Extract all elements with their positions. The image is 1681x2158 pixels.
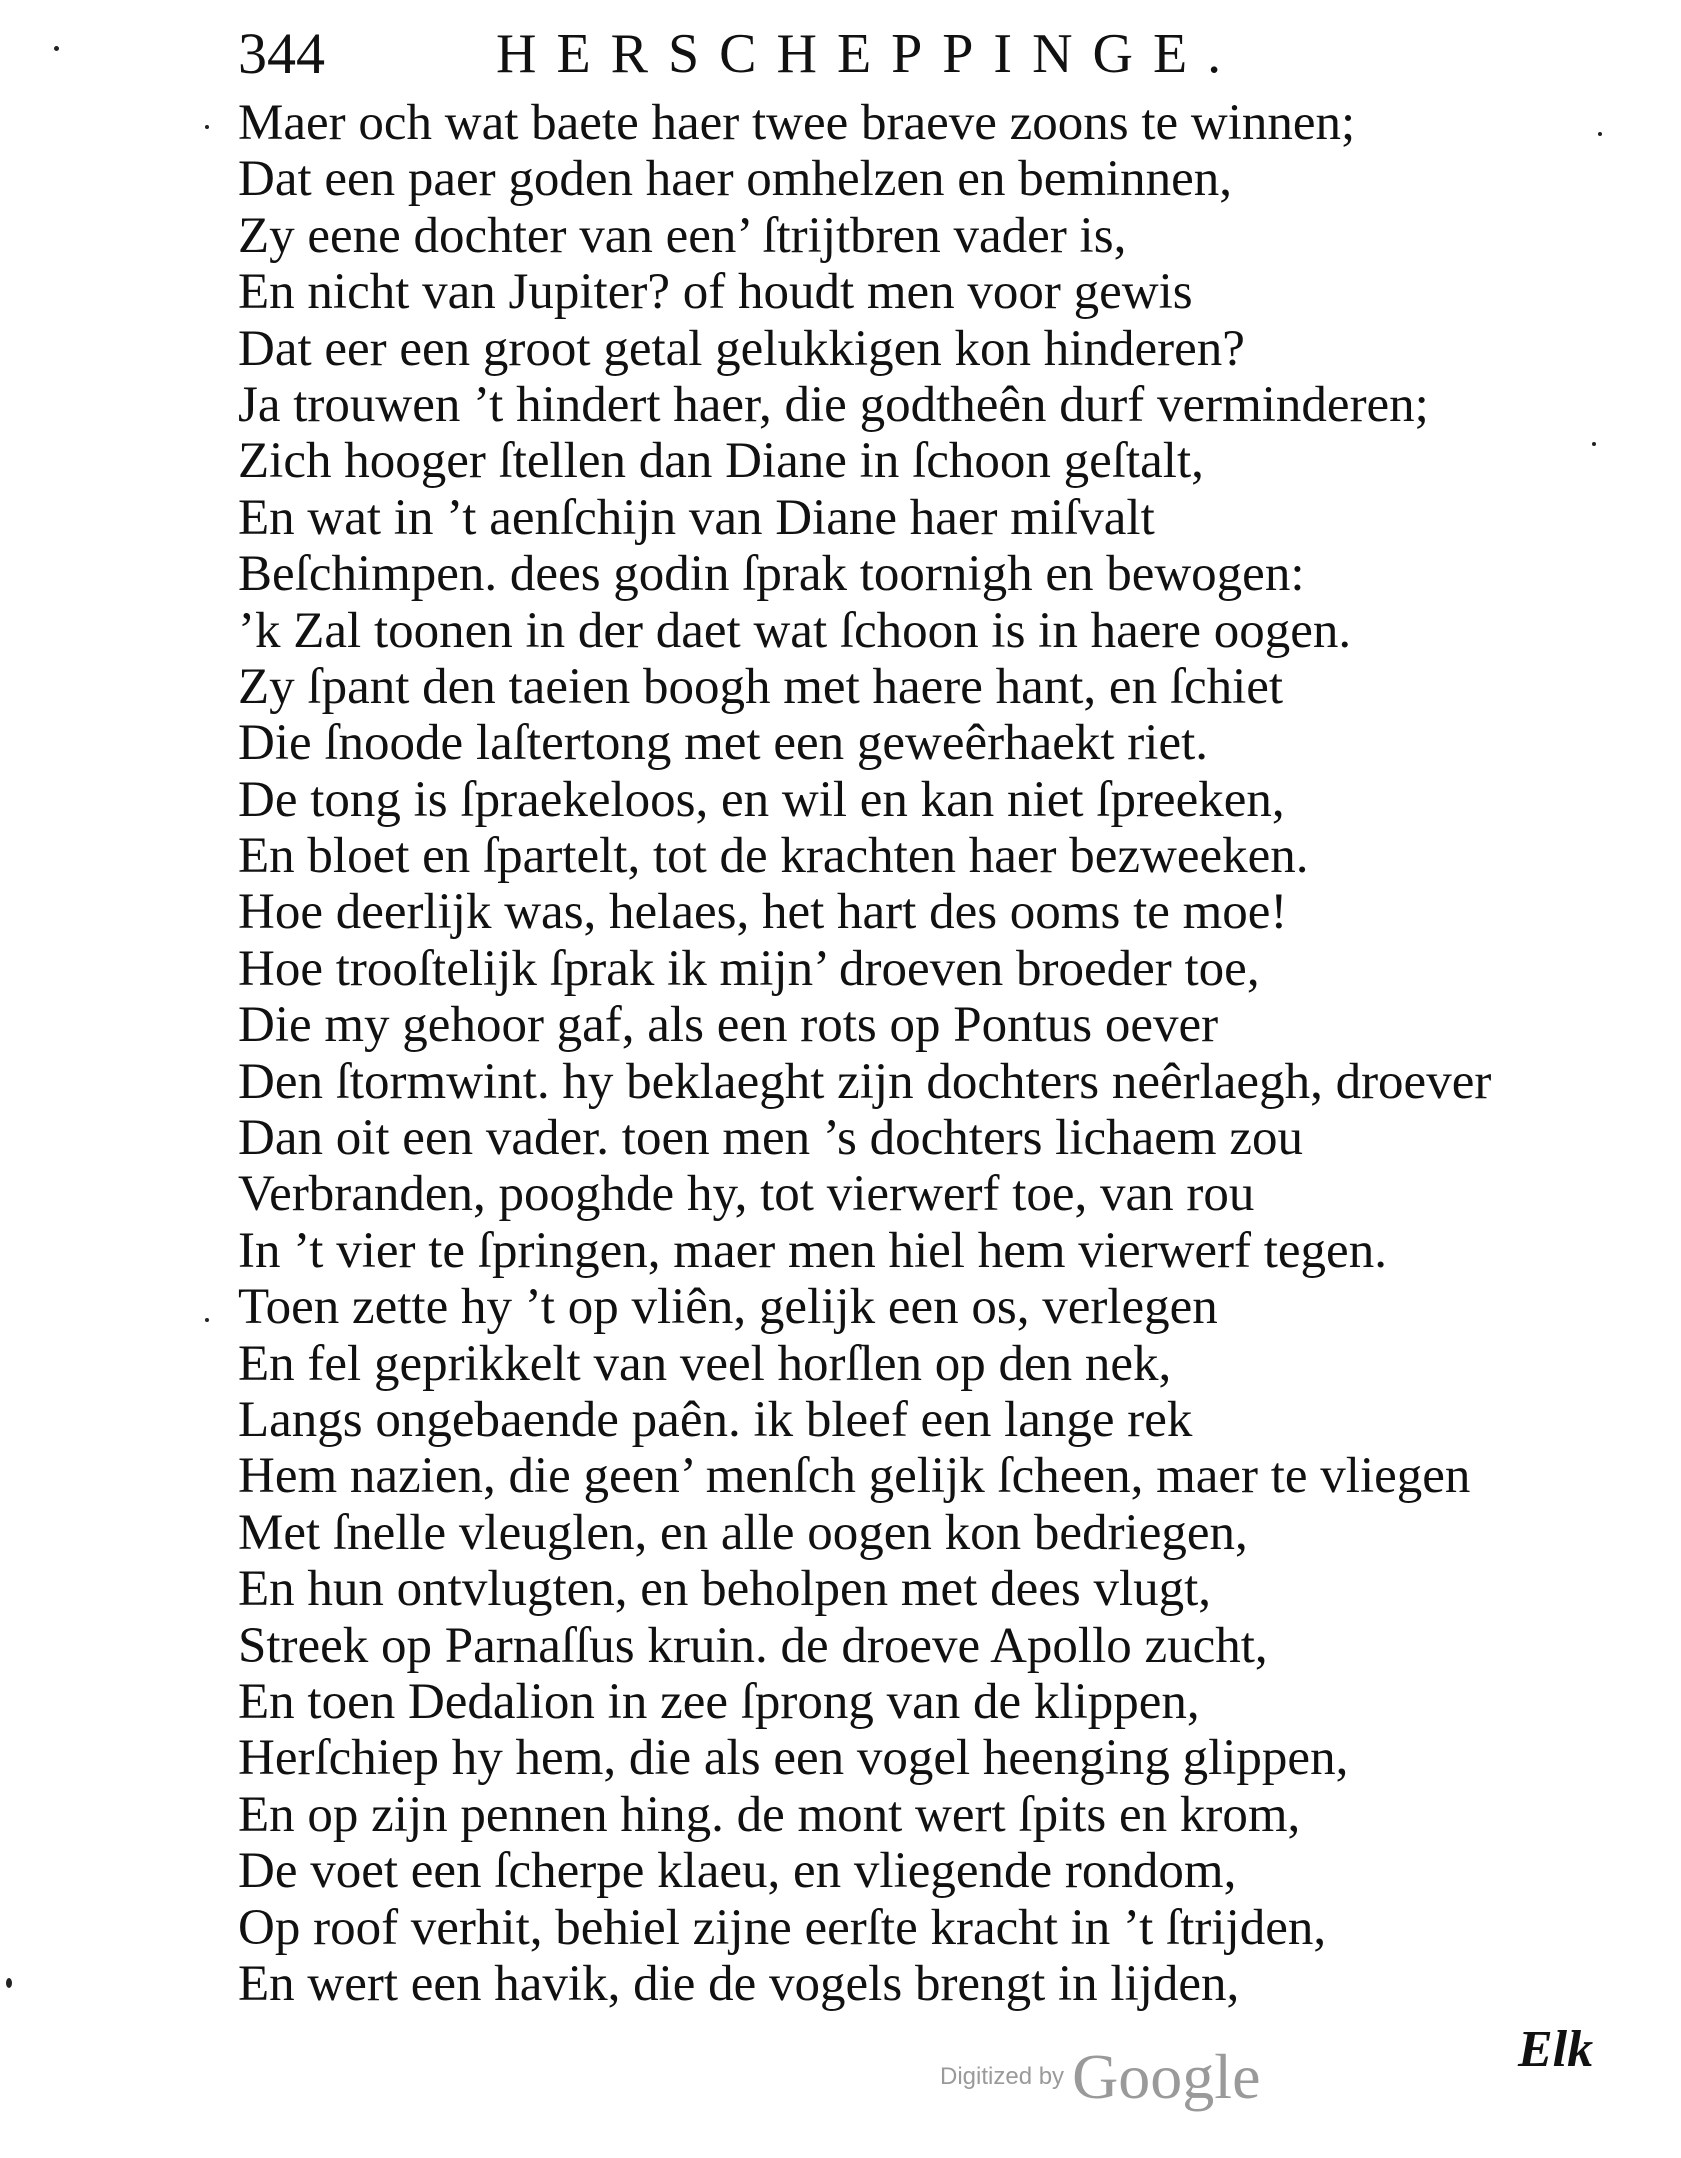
verse-line: Ja trouwen ’t hindert haer, die godtheên durf verminderen;	[238, 376, 1429, 433]
verse-line: Hoe deerlijk was, helaes, het hart des ooms te moe!	[238, 884, 1288, 941]
verse-line: Dat eer een groot getal gelukkigen kon hinderen?	[238, 320, 1245, 377]
verse-line: Langs ongebaende paên. ik bleef een lange rek	[238, 1391, 1193, 1448]
verse-line: Verbranden, pooghde hy, tot vierwerf toe, van rou	[238, 1166, 1255, 1223]
verse-line: Die ſnoode laſtertong met een geweêrhaekt riet.	[238, 715, 1208, 772]
verse-line: En wat in ’t aenſchijn van Diane haer miſvalt	[238, 489, 1155, 546]
verse-line: Die my gehoor gaf, als een rots op Pontus oever	[238, 997, 1219, 1054]
ink-speck	[205, 1318, 209, 1322]
verse-line: Zy ſpant den taeien boogh met haere hant, en ſchiet	[238, 658, 1284, 715]
ink-speck	[205, 125, 209, 129]
verse-line: De voet een ſcherpe klaeu, en vliegende rondom,	[238, 1843, 1237, 1900]
verse-line: In ’t vier te ſpringen, maer men hiel hem vierwerf tegen.	[238, 1222, 1387, 1279]
google-logo: Google	[1072, 2041, 1261, 2112]
verse-line: Den ſtormwint. hy beklaeght zijn dochters neêrlaegh, droever	[238, 1053, 1492, 1110]
ink-speck	[6, 1978, 12, 1988]
verse-line: Zy eene dochter van een’ ſtrijtbren vader is,	[238, 207, 1127, 264]
verse-line: Hoe trooſtelijk ſprak ik mijn’ droeven broeder toe,	[238, 940, 1260, 997]
verse-line: En wert een havik, die de vogels brengt in lijden,	[238, 1955, 1240, 2012]
verse-line: Dat een paer goden haer omhelzen en beminnen,	[238, 151, 1233, 208]
verse-line: Dan oit een vader. toen men ’s dochters lichaem zou	[238, 1110, 1303, 1167]
verse-line: Maer och wat baete haer twee braeve zoons te winnen;	[238, 95, 1356, 151]
verse-line: De tong is ſpraekeloos, en wil en kan niet ſpreeken,	[238, 771, 1285, 828]
page-number: 344	[238, 21, 325, 86]
verse-line: Toen zette hy ’t op vliên, gelijk een os, verlegen	[238, 1279, 1218, 1336]
verse-line: Hem nazien, die geen’ menſch gelijk ſcheen, maer te vliegen	[238, 1448, 1471, 1505]
verse-line: Op roof verhit, behiel zijne eerſte kracht in ’t ſtrijden,	[238, 1899, 1327, 1956]
verse-line: En toen Dedalion in zee ſprong van de klippen,	[238, 1673, 1200, 1730]
verse-line: En nicht van Jupiter? of houdt men voor gewis	[238, 264, 1193, 321]
verse-line: Beſchimpen. dees godin ſprak toornigh en bewogen:	[238, 546, 1305, 603]
catchword: Elk	[1518, 2021, 1594, 2078]
verse-line: En bloet en ſpartelt, tot de krachten haer bezweeken.	[238, 828, 1309, 885]
verse-line: En hun ontvlugten, en beholpen met dees vlugt,	[238, 1561, 1212, 1618]
verse-body	[238, 95, 1638, 2012]
verse-line: Herſchiep hy hem, die als een vogel heenging glippen,	[238, 1730, 1349, 1787]
digitized-by-text: Digitized by	[940, 2063, 1065, 2090]
running-title: HERSCHEPPINGE.	[496, 23, 1242, 85]
verse-line: En op zijn pennen hing. de mont wert ſpits en krom,	[238, 1786, 1301, 1843]
verse-line: Met ſnelle vleuglen, en alle oogen kon bedriegen,	[238, 1504, 1248, 1561]
digitized-watermark	[940, 2040, 1260, 2120]
verse-line: ’k Zal toonen in der daet wat ſchoon is in haere oogen.	[238, 602, 1352, 659]
ink-speck	[54, 46, 59, 51]
page-header	[238, 18, 1378, 90]
ink-speck	[1592, 442, 1596, 446]
verse-line: Streek op Parnaſſus kruin. de droeve Apollo zucht,	[238, 1617, 1268, 1674]
verse-line: En fel geprikkelt van veel horſlen op den nek,	[238, 1335, 1172, 1392]
verse-line: Zich hooger ſtellen dan Diane in ſchoon geſtalt,	[238, 433, 1204, 490]
ink-speck	[1598, 132, 1602, 136]
